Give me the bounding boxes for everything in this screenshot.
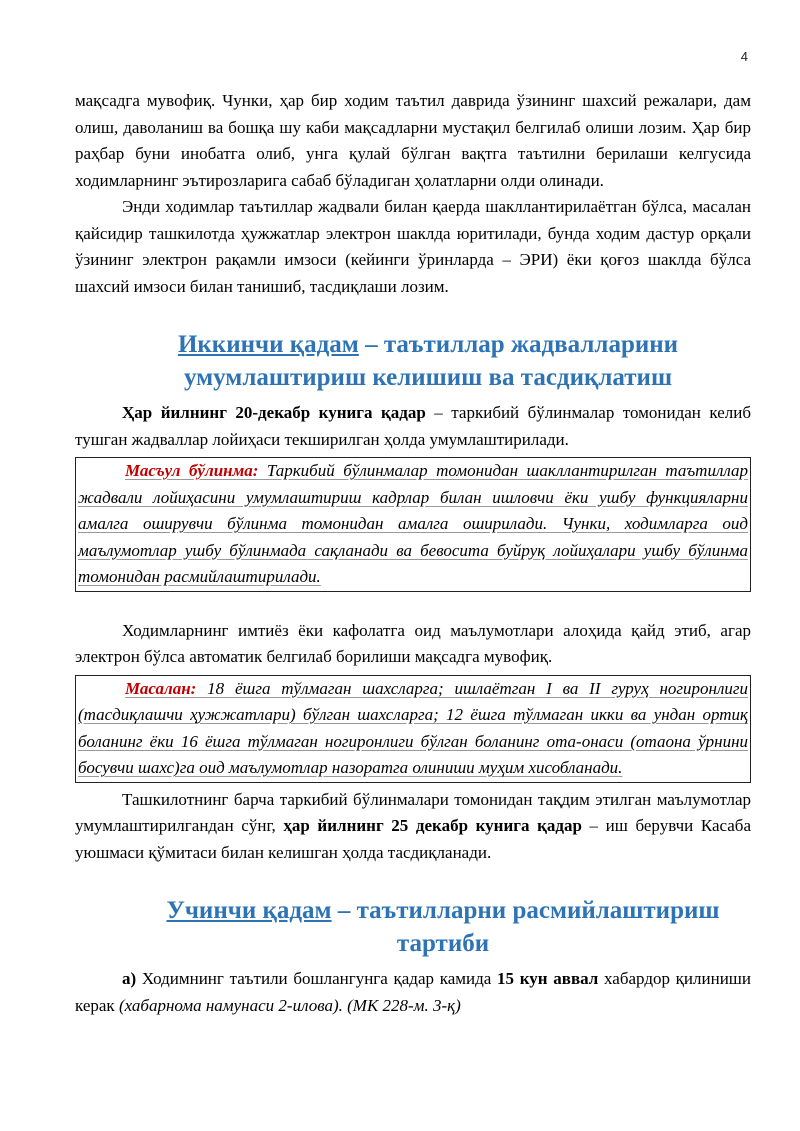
example-text	[78, 676, 748, 782]
heading-step-three-title: – таътилларни расмийлаштириш	[331, 897, 720, 924]
heading-step-two-label: Иккинчи қадам	[177, 331, 359, 358]
deadline-20-dec: Ҳар йилнинг 20-декабр кунига қадар	[122, 403, 426, 422]
item-label-a: а)	[122, 969, 137, 988]
paragraph-deadline-20-dec-text: – таркибий бўлинмалар томонидан келиб тушган жадваллар лойиҳаси текширилган ҳолда умумлаштирилади.	[75, 403, 751, 449]
notice-period: 15 кун аввал	[497, 969, 599, 988]
example-body: 18 ёшга тўлмаган шахсларга; ишлаётган I ва II гуруҳ ногиронлиги (тасдиқлашчи ҳужжатлари) бўлган шахсларга; 12 ёшга тўлмаган икки ва ундан ортиқ боланинг ёки 16 ёшга тўлмаган ногиронлиги бўлган боланинг ота-онаси (отаона ўрнини босувчи шахс)га оид маълумотлар назоратга олиниши муҳим хисобланади.	[78, 678, 748, 777]
example-label: Масалан:	[125, 678, 197, 698]
responsible-unit-body: Таркибий бўлинмалар томонидан шакллантирилган таътиллар жадвали лойиҳасини умумлаштириш кадрлар билан ишловчи ёки ушбу функцияларни амалга оширувчи бўлинма томонидан амалга оширилади. Чунки, ходимларга оид маълумотлар ушбу бўлинмада сақланади ва бевосита буйруқ лойиҳалари ушбу бўлинма томонидан расмийлаштирилади.	[78, 461, 748, 586]
page-number: 4	[740, 49, 748, 64]
paragraph-deadline-25-dec	[75, 787, 751, 867]
notice-reference: (хабарнома намунаси 2-илова). (МК 228-м. 3-қ)	[118, 995, 461, 1015]
paragraph-deadline-20-dec	[75, 400, 751, 453]
heading-step-three	[75, 894, 751, 960]
page-content	[75, 0, 751, 1019]
heading-step-three-label: Учинчи қадам	[166, 897, 332, 924]
heading-step-two-title-line2: умумлаштириш келишиш ва тасдиқлатиш	[183, 364, 673, 391]
paragraph-deadline-25-dec-end: – иш берувчи Касаба уюшмаси қўмитаси билан келишган ҳолда тасдиқланади.	[75, 816, 751, 862]
deadline-25-dec: ҳар йилнинг 25 декабр кунига қадар	[283, 816, 582, 835]
responsible-unit-text	[78, 458, 748, 591]
heading-step-two	[75, 328, 751, 394]
example-box	[75, 675, 751, 783]
paragraph-notice	[75, 966, 751, 1019]
responsible-unit-label: Масъул бўлинма:	[125, 461, 259, 480]
paragraph-schedule-signing: Энди ходимлар таътиллар жадвали билан қаерда шакллантирилаётган бўлса, масалан қайсидир ташкилотда ҳужжатлар электрон шаклда юритилади, бунда ходим дастур орқали ўзининг электрон рақамли имзоси (кейинги ўринларда – ЭРИ) ёки қоғоз шаклда бўлса шахсий имзоси билан танишиб, тасдиқлаши лозим.	[75, 197, 751, 296]
responsible-unit-box	[75, 457, 751, 592]
paragraph-deadline-25-dec-start: Ташкилотнинг барча таркибий бўлинмалари томонидан тақдим этилган маълумотлар умумлаштирилгандан сўнг,	[75, 789, 751, 835]
heading-step-two-title: – таътиллар жадвалларини	[358, 331, 679, 358]
paragraph-intro: мақсадга мувофиқ. Чунки, ҳар бир ходим таътил даврида ўзининг шахсий режалари, дам олиш, даволаниш ва бошқа шу каби мақсадларни мустақил белгилаб олиши лозим. Ҳар бир раҳбар буни инобатга олиб, унга қулай бўлган вақтга таътилни берилаши келгусида ходимларнинг эътирозларига сабаб бўладиган ҳолатларни олди олинади.	[75, 91, 751, 190]
paragraph-notice-mid: хабардор қилиниши керак	[75, 969, 751, 1015]
paragraph-notice-start: Ходимнинг таътили бошлангунга қадар камида	[136, 969, 498, 988]
heading-step-three-title-line2: тартиби	[396, 930, 490, 957]
paragraph-benefits: Ходимларнинг имтиёз ёки кафолатга оид маълумотлари алоҳида қайд этиб, агар электрон бўлса автоматик белгилаб борилиши мақсадга мувофиқ.	[75, 620, 751, 666]
